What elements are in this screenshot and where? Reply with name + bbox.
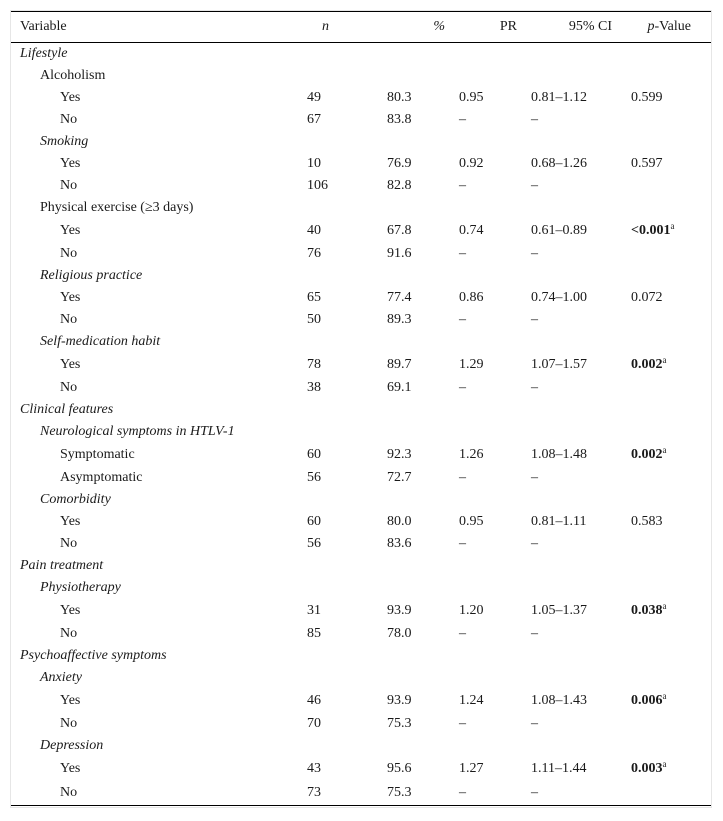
cell-n: 60: [307, 514, 321, 529]
cell-ci: –: [531, 178, 538, 193]
cell-n: 43: [307, 761, 321, 776]
cell-pr: [447, 43, 519, 66]
cell-p-value: [627, 735, 711, 757]
cell-ci: 0.81–1.11: [531, 514, 587, 529]
cell-pr: [447, 645, 519, 667]
cell-ci: –: [531, 380, 538, 395]
table-row: [11, 43, 711, 66]
cell-p-value: [627, 309, 711, 331]
cell-ci: 1.11–1.44: [531, 761, 587, 776]
header-p-italic: p: [647, 19, 655, 34]
table-row: [11, 421, 711, 443]
cell-percent: 91.6: [387, 246, 412, 261]
cell-n: [307, 421, 375, 443]
significance-footnote-marker: a: [662, 759, 667, 769]
cell-p-value: [627, 265, 711, 287]
cell-n: [307, 43, 375, 66]
cell-ci: 0.68–1.26: [531, 156, 587, 171]
cell-ci: –: [531, 536, 538, 551]
cell-pr: 0.86: [459, 290, 484, 305]
variable-heading: Depression: [40, 738, 104, 753]
cell-percent: [375, 577, 447, 599]
cell-percent: 76.9: [387, 156, 412, 171]
table-row: [11, 555, 711, 577]
cell-n: 40: [307, 223, 321, 238]
variable-heading: Neurological symptoms in HTLV-1: [40, 424, 235, 439]
cell-ci: [519, 331, 627, 353]
variable-heading: Religious practice: [40, 268, 143, 283]
p-value-text: 0.003: [631, 761, 663, 776]
table-row: [11, 623, 711, 645]
table-row: [11, 735, 711, 757]
cell-p-value: [627, 577, 711, 599]
significance-footnote-marker: a: [662, 445, 667, 455]
cell-p-value: [627, 623, 711, 645]
cell-ci: [519, 399, 627, 421]
cell-pr: –: [459, 716, 466, 731]
cell-p-value: [627, 131, 711, 153]
cell-n: 46: [307, 693, 321, 708]
table-row: [11, 377, 711, 399]
table-row: [11, 131, 711, 153]
cell-ci: –: [531, 246, 538, 261]
cell-pr: [447, 577, 519, 599]
section-heading: Lifestyle: [20, 46, 68, 61]
cell-p-value: [627, 533, 711, 555]
cell-ci: [519, 65, 627, 87]
cell-percent: 83.8: [387, 112, 412, 127]
row-category-label: No: [60, 112, 78, 127]
table-row: [11, 243, 711, 265]
table-row: [11, 197, 711, 219]
header-n: n: [307, 12, 375, 43]
cell-percent: 77.4: [387, 290, 412, 305]
cell-ci: 0.74–1.00: [531, 290, 587, 305]
table-row: [11, 331, 711, 353]
cell-percent: [375, 65, 447, 87]
cell-p-value: [627, 757, 711, 781]
cell-n: [307, 265, 375, 287]
cell-p-value: [627, 377, 711, 399]
cell-p-value: [627, 421, 711, 443]
cell-p-value: [627, 175, 711, 197]
row-category-label: Yes: [60, 223, 81, 238]
table-row: [11, 287, 711, 309]
cell-p-value: [627, 287, 711, 309]
significance-footnote-marker: a: [662, 355, 667, 365]
cell-n: 56: [307, 536, 321, 551]
cell-ci: [519, 489, 627, 511]
cell-n: [307, 489, 375, 511]
cell-percent: 78.0: [387, 626, 412, 641]
cell-pr: [447, 131, 519, 153]
row-category-label: Yes: [60, 290, 81, 305]
row-category-label: No: [60, 246, 78, 261]
cell-n: [307, 65, 375, 87]
table-row: [11, 645, 711, 667]
cell-n: [307, 331, 375, 353]
cell-n: [307, 645, 375, 667]
cell-ci: [519, 421, 627, 443]
cell-n: 78: [307, 357, 321, 372]
cell-ci: –: [531, 312, 538, 327]
cell-p-value: [627, 689, 711, 713]
row-category-label: Yes: [60, 514, 81, 529]
table-body: [11, 43, 711, 806]
cell-ci: 1.08–1.48: [531, 447, 587, 462]
cell-n: [307, 555, 375, 577]
table-row: [11, 87, 711, 109]
cell-percent: [375, 197, 447, 219]
table-row: [11, 353, 711, 377]
cell-pr: 1.20: [459, 603, 484, 618]
cell-percent: [375, 399, 447, 421]
cell-percent: [375, 43, 447, 66]
cell-n: 85: [307, 626, 321, 641]
cell-pr: 0.95: [459, 90, 484, 105]
variable-heading: Physiotherapy: [40, 580, 121, 595]
header-p-rest: -Value: [654, 19, 691, 34]
table-row: [11, 309, 711, 331]
cell-n: [307, 735, 375, 757]
cell-percent: 83.6: [387, 536, 412, 551]
cell-ci: [519, 131, 627, 153]
cell-pr: [447, 489, 519, 511]
cell-ci: [519, 577, 627, 599]
row-category-label: Yes: [60, 156, 81, 171]
p-value-text: 0.583: [631, 514, 663, 529]
p-value-text: <0.001: [631, 223, 671, 238]
cell-pr: [447, 555, 519, 577]
cell-p-value: [627, 781, 711, 806]
cell-n: 106: [307, 178, 328, 193]
table-row: [11, 689, 711, 713]
cell-n: [307, 131, 375, 153]
p-value-text: 0.597: [631, 156, 663, 171]
cell-ci: –: [519, 781, 627, 806]
row-category-label: No: [11, 781, 307, 806]
cell-ci: [519, 265, 627, 287]
row-category-label: No: [60, 380, 78, 395]
cell-percent: 95.6: [387, 761, 412, 776]
cell-percent: 82.8: [387, 178, 412, 193]
cell-pr: –: [459, 626, 466, 641]
cell-n: 67: [307, 112, 321, 127]
header-variable: Variable: [11, 12, 307, 43]
cell-percent: [375, 555, 447, 577]
cell-n: [307, 399, 375, 421]
p-value-text: 0.006: [631, 693, 663, 708]
table-row: [11, 577, 711, 599]
cell-percent: 72.7: [387, 470, 412, 485]
cell-percent: [375, 265, 447, 287]
cell-pr: –: [459, 536, 466, 551]
row-category-label: Yes: [60, 603, 81, 618]
cell-pr: [447, 735, 519, 757]
cell-pr: 1.24: [459, 693, 484, 708]
significance-footnote-marker: a: [662, 691, 667, 701]
cell-pr: [447, 667, 519, 689]
cell-pr: 0.74: [459, 223, 484, 238]
p-value-text: 0.038: [631, 603, 663, 618]
cell-pr: 1.29: [459, 357, 484, 372]
table-row: [11, 489, 711, 511]
header-percent: %: [375, 12, 447, 43]
cell-percent: 67.8: [387, 223, 412, 238]
variable-heading: Alcoholism: [40, 68, 106, 83]
table-row: [11, 399, 711, 421]
cell-percent: 80.0: [387, 514, 412, 529]
table-row: [11, 175, 711, 197]
cell-ci: [519, 197, 627, 219]
cell-pr: [447, 265, 519, 287]
cell-pr: –: [459, 112, 466, 127]
section-heading: Clinical features: [20, 402, 114, 417]
table-header: [11, 12, 711, 43]
row-category-label: No: [60, 626, 78, 641]
cell-n: [307, 577, 375, 599]
row-category-label: No: [60, 716, 78, 731]
cell-p-value: [627, 443, 711, 467]
row-category-label: Symptomatic: [60, 447, 135, 462]
cell-percent: [375, 421, 447, 443]
cell-percent: [375, 645, 447, 667]
cell-p-value: [627, 667, 711, 689]
cell-p-value: [627, 65, 711, 87]
cell-ci: 0.61–0.89: [531, 223, 587, 238]
cell-ci: [519, 735, 627, 757]
cell-ci: –: [531, 470, 538, 485]
cell-ci: [519, 645, 627, 667]
cell-pr: –: [459, 178, 466, 193]
cell-percent: 69.1: [387, 380, 412, 395]
p-value-text: 0.072: [631, 290, 663, 305]
cell-n: 38: [307, 380, 321, 395]
cell-p-value: [627, 713, 711, 735]
table-row: [11, 443, 711, 467]
cell-pr: 0.95: [459, 514, 484, 529]
cell-pr: –: [459, 246, 466, 261]
row-category-label: No: [60, 536, 78, 551]
cell-p-value: [627, 489, 711, 511]
table-row: [11, 599, 711, 623]
cell-pr: [447, 197, 519, 219]
cell-p-value: [627, 197, 711, 219]
cell-n: [307, 197, 375, 219]
row-category-label: Yes: [60, 357, 81, 372]
cell-n: 56: [307, 470, 321, 485]
cell-n: 49: [307, 90, 321, 105]
cell-ci: 1.07–1.57: [531, 357, 587, 372]
cell-ci: 0.81–1.12: [531, 90, 587, 105]
table-row: [11, 219, 711, 243]
cell-percent: 80.3: [387, 90, 412, 105]
header-pr: PR: [447, 12, 519, 43]
table-row: [11, 781, 711, 806]
cell-p-value: [627, 599, 711, 623]
cell-percent: 92.3: [387, 447, 412, 462]
cell-p-value: [627, 399, 711, 421]
cell-p-value: [627, 555, 711, 577]
cell-n: 65: [307, 290, 321, 305]
table-row: [11, 511, 711, 533]
cell-p-value: [627, 87, 711, 109]
cell-ci: 1.08–1.43: [531, 693, 587, 708]
variable-heading: Self-medication habit: [40, 334, 161, 349]
table-row: [11, 109, 711, 131]
cell-percent: [375, 667, 447, 689]
cell-pr: [447, 331, 519, 353]
table-row: [11, 153, 711, 175]
table-row: [11, 757, 711, 781]
table-row: [11, 65, 711, 87]
header-ci: 95% CI: [519, 12, 627, 43]
cell-p-value: [627, 467, 711, 489]
cell-pr: 0.92: [459, 156, 484, 171]
cell-percent: [375, 331, 447, 353]
cell-p-value: [627, 219, 711, 243]
cell-percent: [375, 735, 447, 757]
row-category-label: Asymptomatic: [60, 470, 143, 485]
row-category-label: Yes: [60, 693, 81, 708]
cell-pr: 1.27: [459, 761, 484, 776]
variable-heading: Smoking: [40, 134, 89, 149]
cell-percent: 93.9: [387, 693, 412, 708]
variable-heading: Anxiety: [40, 670, 82, 685]
cell-p-value: [627, 511, 711, 533]
cell-percent: 89.7: [387, 357, 412, 372]
cell-p-value: [627, 645, 711, 667]
cell-ci: [519, 43, 627, 66]
row-category-label: No: [60, 312, 78, 327]
table-row: [11, 667, 711, 689]
cell-pr: –: [459, 312, 466, 327]
p-value-text: 0.002: [631, 447, 663, 462]
cell-n: 31: [307, 603, 321, 618]
cell-ci: [519, 555, 627, 577]
table-row: [11, 713, 711, 735]
cell-pr: –: [447, 781, 519, 806]
results-table: [11, 11, 711, 806]
table-row: [11, 533, 711, 555]
cell-n: 10: [307, 156, 321, 171]
cell-n: 70: [307, 716, 321, 731]
variable-heading: Comorbidity: [40, 492, 111, 507]
cell-ci: [519, 667, 627, 689]
cell-ci: 1.05–1.37: [531, 603, 587, 618]
section-heading: Psychoaffective symptoms: [20, 648, 167, 663]
cell-pr: [447, 65, 519, 87]
cell-ci: –: [531, 112, 538, 127]
significance-footnote-marker: a: [662, 601, 667, 611]
cell-pr: [447, 421, 519, 443]
p-value-text: 0.002: [631, 357, 663, 372]
cell-percent: 75.3: [375, 781, 447, 806]
cell-n: [307, 667, 375, 689]
cell-p-value: [627, 109, 711, 131]
row-category-label: Yes: [60, 90, 81, 105]
cell-n: 50: [307, 312, 321, 327]
cell-percent: [375, 131, 447, 153]
cell-n: 76: [307, 246, 321, 261]
cell-pr: 1.26: [459, 447, 484, 462]
cell-n: 60: [307, 447, 321, 462]
row-category-label: No: [60, 178, 78, 193]
cell-p-value: [627, 331, 711, 353]
cell-pr: –: [459, 380, 466, 395]
row-category-label: Yes: [60, 761, 81, 776]
cell-p-value: [627, 353, 711, 377]
cell-percent: 93.9: [387, 603, 412, 618]
cell-p-value: [627, 243, 711, 265]
section-heading: Pain treatment: [20, 558, 104, 573]
cell-n: 73: [307, 781, 375, 806]
cell-percent: 89.3: [387, 312, 412, 327]
variable-heading: Physical exercise (≥3 days): [40, 200, 194, 215]
header-p-value: [627, 12, 711, 43]
table-row: [11, 467, 711, 489]
p-value-text: 0.599: [631, 90, 663, 105]
cell-pr: –: [459, 470, 466, 485]
cell-ci: –: [531, 626, 538, 641]
cell-pr: [447, 399, 519, 421]
significance-footnote-marker: a: [670, 221, 675, 231]
cell-p-value: [627, 43, 711, 66]
cell-p-value: [627, 153, 711, 175]
cell-percent: 75.3: [387, 716, 412, 731]
table-row: [11, 265, 711, 287]
cell-percent: [375, 489, 447, 511]
cell-ci: –: [531, 716, 538, 731]
